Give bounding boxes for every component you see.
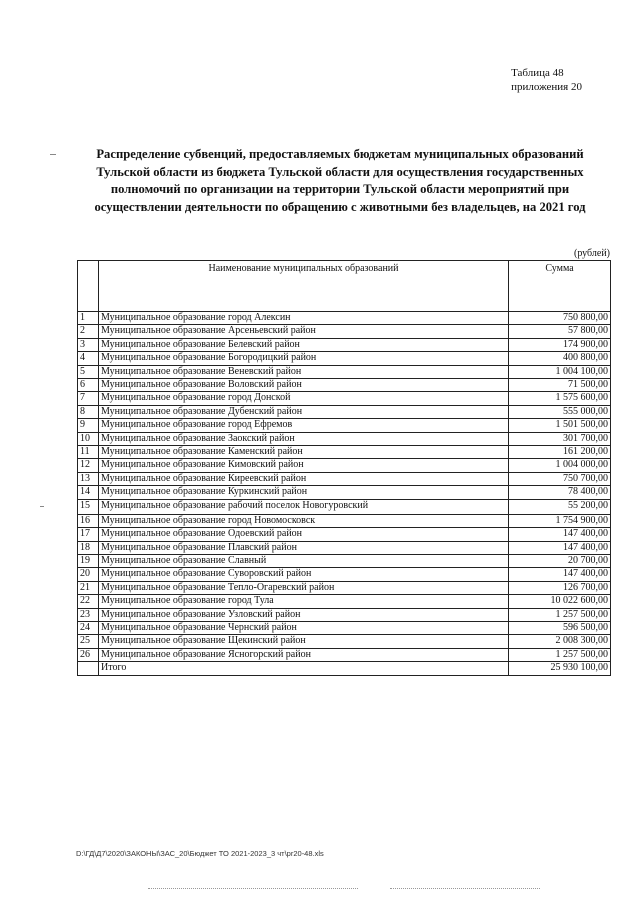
subsidy-amount: 147 400,00 [509,568,611,581]
table-row [78,405,611,418]
table-row [78,554,611,567]
subsidy-amount: 1 004 000,00 [509,459,611,472]
subsidy-amount: 10 022 600,00 [509,595,611,608]
municipality-name: Муниципальное образование Воловский район [99,379,509,392]
subsidy-amount: 147 400,00 [509,528,611,541]
row-number: 16 [78,514,99,527]
municipality-name: Муниципальное образование Тепло-Огаревский район [99,581,509,594]
subsidy-amount: 750 700,00 [509,472,611,485]
row-number: 23 [78,608,99,621]
row-number: 3 [78,338,99,351]
subsidy-amount: 555 000,00 [509,405,611,418]
municipality-name: Муниципальное образование Куркинский район [99,486,509,499]
table-row [78,541,611,554]
row-number: 11 [78,446,99,459]
column-header-number [78,261,99,312]
row-number: 25 [78,635,99,648]
municipality-name: Муниципальное образование город Новомосковск [99,514,509,527]
subsidy-amount: 1 754 900,00 [509,514,611,527]
row-number: 1 [78,312,99,325]
row-number: 19 [78,554,99,567]
table-row [78,486,611,499]
row-number: 9 [78,419,99,432]
table-row [78,635,611,648]
row-number: 13 [78,472,99,485]
municipality-name: Муниципальное образование Плавский район [99,541,509,554]
municipality-name: Муниципальное образование Киреевский район [99,472,509,485]
municipality-name: Муниципальное образование Ясногорский район [99,648,509,661]
table-row [78,608,611,621]
subsidy-amount: 147 400,00 [509,541,611,554]
subsidy-amount: 20 700,00 [509,554,611,567]
municipality-name: Муниципальное образование Узловский район [99,608,509,621]
scan-dots [148,888,358,890]
subsidy-amount: 596 500,00 [509,621,611,634]
municipality-name: Муниципальное образование город Тула [99,595,509,608]
subsidy-amount: 71 500,00 [509,379,611,392]
row-number: 10 [78,432,99,445]
row-number: 12 [78,459,99,472]
file-path-footer: D:\ГД\Д7\2020\ЗАКОНЫ\ЗАС_20\Бюджет ТО 2021-2023_3 чт\pr20-48.xls [76,849,324,858]
row-number: 14 [78,486,99,499]
column-header-sum: Сумма [509,261,611,312]
row-number: 7 [78,392,99,405]
table-row [78,514,611,527]
row-number: 8 [78,405,99,418]
table-row [78,459,611,472]
subsidy-amount: 1 501 500,00 [509,419,611,432]
table-row [78,499,611,514]
subsidy-amount: 174 900,00 [509,338,611,351]
table-row [78,312,611,325]
title-line: полномочий по организации на территории Тульской области мероприятий при [110,182,570,196]
municipality-name: Муниципальное образование Кимовский район [99,459,509,472]
table-row [78,648,611,661]
table-row [78,568,611,581]
table-row [78,446,611,459]
municipality-name: Муниципальное образование город Ефремов [99,419,509,432]
scan-mark [50,154,56,155]
document-title [70,146,610,216]
row-number: 22 [78,595,99,608]
subsidy-amount: 1 575 600,00 [509,392,611,405]
municipality-name: Муниципальное образование Арсеньевский район [99,325,509,338]
title-line: осуществлении деятельности по обращению с животными без владельцев, на 2021 год [94,199,586,214]
municipality-name: Муниципальное образование город Алексин [99,312,509,325]
table-row [78,325,611,338]
row-number: 21 [78,581,99,594]
municipality-name: Муниципальное образование город Донской [99,392,509,405]
row-number: 5 [78,365,99,378]
table-row [78,365,611,378]
subsidy-amount: 301 700,00 [509,432,611,445]
municipality-name: Муниципальное образование Заокский район [99,432,509,445]
total-row [78,662,611,675]
row-number: 24 [78,621,99,634]
subsidy-amount: 57 800,00 [509,325,611,338]
row-number: 6 [78,379,99,392]
row-number: 15 [78,499,99,514]
municipality-name: Муниципальное образование Дубенский район [99,405,509,418]
subsidy-table [77,260,611,676]
municipality-name: Муниципальное образование рабочий поселок Новогуровский [99,499,509,514]
title-line: Распределение субвенций, предоставляемых бюджетам муниципальных образований [96,147,584,161]
subsidy-amount: 126 700,00 [509,581,611,594]
table-row [78,528,611,541]
municipality-name: Муниципальное образование Щекинский район [99,635,509,648]
column-header-name: Наименование муниципальных образований [99,261,509,312]
total-sum: 25 930 100,00 [509,662,611,675]
subsidy-amount: 1 257 500,00 [509,648,611,661]
subsidy-amount: 78 400,00 [509,486,611,499]
table-row [78,352,611,365]
row-number: 20 [78,568,99,581]
table-row [78,595,611,608]
table-header-row [78,261,611,312]
scan-dots [390,888,540,890]
subsidy-amount: 2 008 300,00 [509,635,611,648]
row-number: 26 [78,648,99,661]
table-row [78,419,611,432]
subsidy-amount: 55 200,00 [509,499,611,514]
municipality-name: Муниципальное образование Суворовский район [99,568,509,581]
municipality-name: Муниципальное образование Белевский район [99,338,509,351]
table-row [78,581,611,594]
municipality-name: Муниципальное образование Каменский район [99,446,509,459]
municipality-name: Муниципальное образование Славный [99,554,509,567]
units-label: (рублей) [573,248,610,259]
row-number: 2 [78,325,99,338]
municipality-name: Муниципальное образование Чернский район [99,621,509,634]
total-number-cell [78,662,99,675]
subsidy-amount: 161 200,00 [509,446,611,459]
municipality-name: Муниципальное образование Богородицкий район [99,352,509,365]
table-row [78,621,611,634]
table-row [78,472,611,485]
subsidy-amount: 1 004 100,00 [509,365,611,378]
subsidy-amount: 400 800,00 [509,352,611,365]
row-number: 4 [78,352,99,365]
table-row [78,432,611,445]
total-label: Итого [99,662,509,675]
row-number: 17 [78,528,99,541]
table-number: Таблица 48 [511,67,564,79]
table-row [78,392,611,405]
municipality-name: Муниципальное образование Веневский район [99,365,509,378]
row-number: 18 [78,541,99,554]
scan-mark [40,506,44,507]
municipality-name: Муниципальное образование Одоевский район [99,528,509,541]
appendix-label: приложения 20 [511,81,582,93]
subsidy-amount: 1 257 500,00 [509,608,611,621]
subsidy-amount: 750 800,00 [509,312,611,325]
table-row [78,379,611,392]
table-row [78,338,611,351]
page-header [511,66,582,94]
title-line: Тульской области из бюджета Тульской области для осуществления государственных [96,164,584,179]
